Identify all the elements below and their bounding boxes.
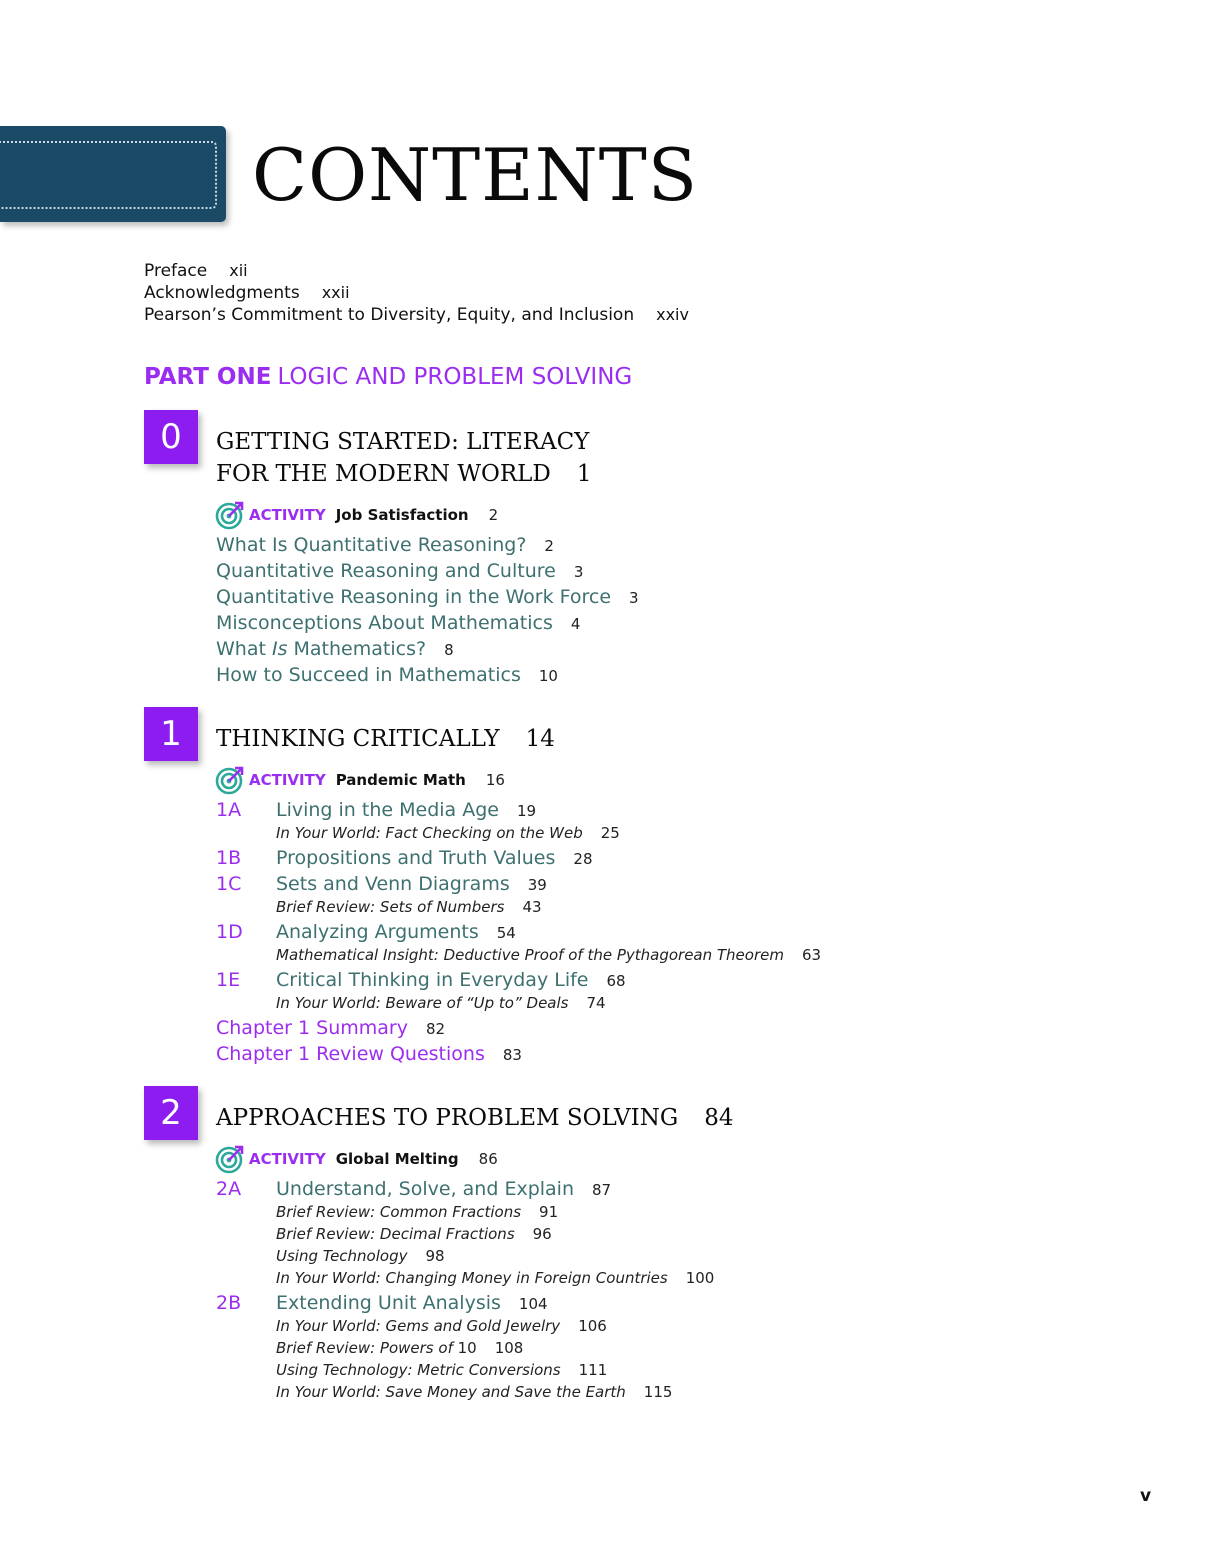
summary-title: Chapter 1 Summary — [216, 1017, 408, 1039]
subsection-entry[interactable] — [276, 1267, 714, 1289]
subsection-title: In Your World: Changing Money in Foreign Countries — [276, 1269, 668, 1287]
subsection-title: Brief Review: Powers of — [276, 1339, 458, 1357]
chapter-page: 1 — [576, 461, 592, 487]
section-entry[interactable] — [276, 919, 516, 946]
activity-label: ACTIVITY — [249, 1150, 326, 1168]
activity-page: 16 — [485, 771, 505, 789]
subsection-page: 98 — [425, 1247, 445, 1265]
topic-page: 2 — [544, 537, 554, 555]
section-title: Analyzing Arguments — [276, 921, 479, 943]
topic-title: Quantitative Reasoning and Culture — [216, 560, 556, 582]
header-banner — [0, 126, 226, 222]
subsection-page: 96 — [532, 1225, 552, 1243]
banner-dotted-border — [0, 141, 217, 209]
topic-page: 4 — [570, 615, 581, 633]
front-matter-label: Acknowledgments — [144, 283, 300, 303]
front-matter-page: xxii — [321, 283, 350, 302]
front-matter-list — [144, 260, 689, 326]
chapter-title[interactable] — [216, 426, 592, 490]
activity-entry[interactable] — [215, 765, 505, 795]
front-matter-item[interactable] — [144, 260, 689, 282]
chapter-number-badge: 0 — [144, 410, 198, 464]
subsection-page: 115 — [643, 1383, 673, 1401]
activity-name: Pandemic Math — [335, 771, 466, 789]
section-id: 1A — [216, 799, 242, 821]
topic-title: What Is Quantitative Reasoning? — [216, 534, 527, 556]
section-page: 87 — [592, 1181, 612, 1199]
review-title: Chapter 1 Review Questions — [216, 1043, 485, 1065]
section-id: 1E — [216, 969, 241, 991]
part-title: LOGIC AND PROBLEM SOLVING — [277, 364, 633, 390]
review-page: 83 — [502, 1046, 522, 1064]
page-title: CONTENTS — [252, 133, 699, 217]
target-arrow-icon — [215, 500, 245, 530]
subsection-page: 63 — [801, 946, 822, 964]
subsection-page: 25 — [600, 824, 620, 842]
chapter-summary-entry[interactable] — [216, 1015, 445, 1042]
chapter-title[interactable] — [216, 723, 555, 755]
chapter-title-line: GETTING STARTED: LITERACY — [216, 429, 590, 455]
target-arrow-icon — [215, 1144, 245, 1174]
front-matter-label: Pearson’s Commitment to Diversity, Equity, and Inclusion — [144, 305, 635, 325]
section-page: 54 — [496, 924, 516, 942]
subsection-title: In Your World: Gems and Gold Jewelry — [276, 1317, 561, 1335]
subsection-entry[interactable] — [276, 1315, 607, 1337]
section-page: 68 — [606, 972, 626, 990]
topic-entry[interactable] — [216, 662, 558, 689]
subsection-entry[interactable] — [276, 1245, 445, 1267]
topic-title-emphasis: Is — [271, 638, 288, 660]
section-id: 1D — [216, 921, 243, 943]
subsection-page: 43 — [522, 898, 542, 916]
section-title: Propositions and Truth Values — [276, 847, 556, 869]
topic-entry[interactable] — [216, 610, 580, 637]
topic-entry[interactable] — [216, 584, 639, 611]
subsection-title: In Your World: Fact Checking on the Web — [276, 824, 583, 842]
topic-entry[interactable] — [216, 558, 583, 585]
subsection-page: 111 — [578, 1361, 608, 1379]
section-page: 28 — [573, 850, 593, 868]
activity-name: Job Satisfaction — [335, 506, 469, 524]
activity-name: Global Melting — [335, 1150, 459, 1168]
section-page: 104 — [518, 1295, 548, 1313]
activity-label: ACTIVITY — [249, 506, 326, 524]
section-entry[interactable] — [276, 1290, 548, 1317]
subsection-page: 106 — [578, 1317, 607, 1335]
subsection-title: In Your World: Beware of “Up to” Deals — [276, 994, 569, 1012]
subsection-page: 74 — [586, 994, 606, 1012]
front-matter-page: xii — [229, 261, 248, 280]
front-matter-item[interactable] — [144, 282, 689, 304]
topic-title: How to Succeed in Mathematics — [216, 664, 521, 686]
chapter-title-line: THINKING CRITICALLY — [216, 726, 500, 752]
topic-title: Misconceptions About Mathematics — [216, 612, 553, 634]
subsection-entry[interactable] — [276, 896, 542, 918]
chapter-page: 14 — [525, 726, 555, 752]
subsection-entry[interactable] — [276, 944, 821, 966]
section-id: 2A — [216, 1178, 242, 1200]
front-matter-label: Preface — [144, 261, 208, 281]
section-entry[interactable] — [276, 967, 626, 994]
topic-entry[interactable] — [216, 532, 554, 559]
subsection-page: 100 — [685, 1269, 715, 1287]
summary-page: 82 — [425, 1020, 446, 1038]
chapter-page: 84 — [704, 1105, 734, 1131]
chapter-review-entry[interactable] — [216, 1041, 522, 1068]
activity-page: 86 — [478, 1150, 498, 1168]
front-matter-page: xxiv — [656, 305, 689, 324]
topic-page: 3 — [629, 589, 639, 607]
subsection-entry[interactable] — [276, 822, 620, 844]
subsection-entry[interactable] — [276, 1359, 607, 1381]
section-title: Critical Thinking in Everyday Life — [276, 969, 589, 991]
section-entry[interactable] — [276, 845, 593, 872]
part-label: PART ONE — [144, 364, 272, 390]
section-page: 19 — [516, 802, 537, 820]
chapter-number-badge: 2 — [144, 1086, 198, 1140]
subsection-title-number: 10 — [457, 1339, 477, 1357]
topic-page: 8 — [444, 641, 454, 659]
part-heading — [144, 362, 632, 392]
activity-entry[interactable] — [215, 500, 498, 530]
topic-title-part: What — [216, 638, 272, 660]
subsection-title: Brief Review: Decimal Fractions — [276, 1225, 515, 1243]
subsection-title: Mathematical Insight: Deductive Proof of the Pythagorean Theorem — [276, 946, 784, 964]
section-id: 2B — [216, 1292, 242, 1314]
subsection-title: Brief Review: Common Fractions — [276, 1203, 522, 1221]
topic-entry[interactable] — [216, 636, 454, 663]
subsection-entry[interactable] — [276, 1223, 552, 1245]
chapter-number-badge: 1 — [144, 707, 198, 761]
target-arrow-icon — [215, 765, 245, 795]
activity-entry[interactable] — [215, 1144, 498, 1174]
section-title: Living in the Media Age — [276, 799, 499, 821]
activity-label: ACTIVITY — [249, 771, 326, 789]
front-matter-item[interactable] — [144, 304, 689, 326]
subsection-title: In Your World: Save Money and Save the Earth — [276, 1383, 626, 1401]
topic-title: Quantitative Reasoning in the Work Force — [216, 586, 612, 608]
subsection-entry[interactable] — [276, 1337, 523, 1359]
section-id: 1B — [216, 847, 242, 869]
subsection-title: Brief Review: Sets of Numbers — [276, 898, 505, 916]
section-entry[interactable] — [276, 797, 536, 824]
subsection-entry[interactable] — [276, 1201, 558, 1223]
topic-title-part: Mathematics? — [287, 638, 427, 660]
chapter-title[interactable] — [216, 1102, 733, 1134]
subsection-page: 91 — [539, 1203, 559, 1221]
topic-page: 3 — [573, 563, 584, 581]
subsection-entry[interactable] — [276, 1381, 672, 1403]
section-entry[interactable] — [276, 1176, 611, 1203]
subsection-page: 108 — [494, 1339, 524, 1357]
section-page: 39 — [527, 876, 547, 894]
section-id: 1C — [216, 873, 242, 895]
section-title: Sets and Venn Diagrams — [276, 873, 510, 895]
subsection-title: Using Technology: Metric Conversions — [276, 1361, 561, 1379]
subsection-title: Using Technology — [276, 1247, 408, 1265]
section-title: Understand, Solve, and Explain — [276, 1178, 574, 1200]
activity-page: 2 — [488, 506, 499, 524]
section-title: Extending Unit Analysis — [276, 1292, 501, 1314]
topic-page: 10 — [538, 667, 558, 685]
chapter-title-line: APPROACHES TO PROBLEM SOLVING — [216, 1105, 679, 1131]
subsection-entry[interactable] — [276, 992, 606, 1014]
chapter-title-line: FOR THE MODERN WORLD — [216, 461, 551, 487]
page-folio: v — [1140, 1486, 1152, 1506]
section-entry[interactable] — [276, 871, 547, 898]
